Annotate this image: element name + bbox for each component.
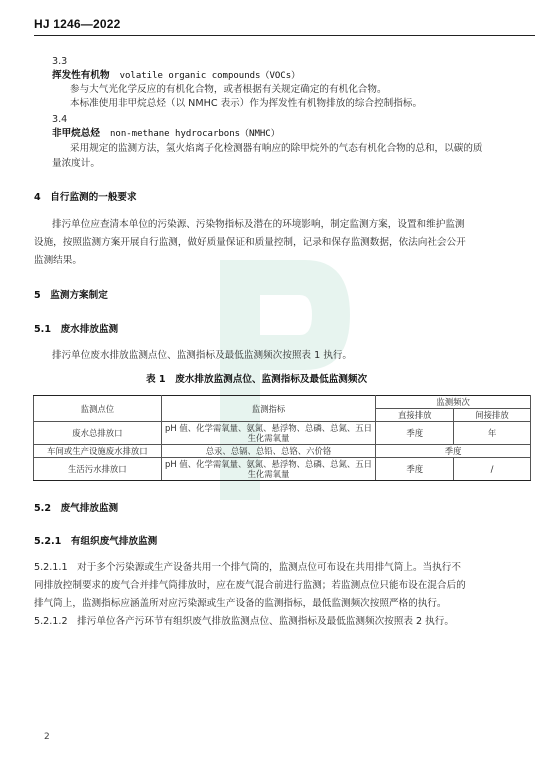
clause-5-2-1-2-line1: 5.2.1.2 排污单位各产污环节有组织废气排放监测点位、监测指标及最低监测频次按照表 2 执行。 xyxy=(34,616,454,627)
standard-code: HJ 1246—2022 xyxy=(34,17,121,31)
table-1-caption: 表 1 废水排放监测点位、监测指标及最低监测频次 xyxy=(146,374,368,385)
header-direct-discharge: 直接排放 xyxy=(376,409,454,422)
clause-3-3-number: 3.3 xyxy=(52,56,68,67)
cell-point: 车间或生产设施废水排放口 xyxy=(34,445,162,458)
table-header-row xyxy=(34,396,531,409)
cell-indirect: 年 xyxy=(454,422,531,445)
section-4-line3: 监测结果。 xyxy=(34,255,82,266)
table-row xyxy=(34,458,531,481)
clause-3-4-term xyxy=(52,128,280,140)
term-en: volatile organic compounds（VOCs） xyxy=(119,71,301,81)
cell-frequency: 季度 xyxy=(376,445,531,458)
section-5-1-heading: 5.1 废水排放监测 xyxy=(34,324,119,335)
table-1 xyxy=(33,395,531,481)
cell-indirect: / xyxy=(454,458,531,481)
header-rule xyxy=(34,35,535,36)
cell-index-line2: 生化需氧量 xyxy=(247,469,290,479)
section-4-heading: 4 自行监测的一般要求 xyxy=(34,192,137,203)
table-row xyxy=(34,445,531,458)
cell-index-line2: 生化需氧量 xyxy=(247,433,290,443)
cell-point: 废水总排放口 xyxy=(34,422,162,445)
section-4-line2: 设施，按照监测方案开展自行监测，做好质量保证和质量控制，记录和保存监测数据，依法向社会公开 xyxy=(34,237,466,248)
clause-3-3-note: 本标准使用非甲烷总烃（以 NMHC 表示）作为挥发性有机物排放的综合控制指标。 xyxy=(70,98,423,109)
cell-point: 生活污水排放口 xyxy=(34,458,162,481)
section-5-2-1-heading: 5.2.1 有组织废气排放监测 xyxy=(34,536,158,547)
clause-3-3-definition: 参与大气光化学反应的有机化合物，或者根据有关规定确定的有机化合物。 xyxy=(70,84,387,95)
cell-index-line1: pH 值、化学需氧量、氨氮、悬浮物、总磷、总氮、五日 xyxy=(165,459,372,469)
term-cn: 挥发性有机物 xyxy=(52,70,110,81)
term-cn: 非甲烷总烃 xyxy=(52,128,100,139)
clause-3-3-term xyxy=(52,70,300,82)
clause-5-2-1-1-line3: 排气筒上，监测指标应涵盖所对应污染源或生产设备的监测指标，最低监测频次按照严格的执行。 xyxy=(34,598,447,609)
cell-direct: 季度 xyxy=(376,422,454,445)
cell-index xyxy=(161,422,376,445)
section-4-line1: 排污单位应查清本单位的污染源、污染物指标及潜在的环境影响，制定监测方案，设置和维护监测 xyxy=(52,219,465,230)
cell-index xyxy=(161,458,376,481)
cell-direct: 季度 xyxy=(376,458,454,481)
header-monitoring-point: 监测点位 xyxy=(34,396,162,422)
section-5-heading: 5 监测方案制定 xyxy=(34,290,108,301)
clause-3-4-number: 3.4 xyxy=(52,114,68,125)
term-en: non-methane hydrocarbons（NMHC） xyxy=(110,129,280,139)
cell-index: 总汞、总镉、总铅、总铬、六价铬 xyxy=(161,445,376,458)
header-monitoring-frequency: 监测频次 xyxy=(376,396,531,409)
section-5-2-heading: 5.2 废气排放监测 xyxy=(34,503,119,514)
table-row xyxy=(34,422,531,445)
clause-5-2-1-1-line2: 同排放控制要求的废气合并排气筒排放时，应在废气混合前进行监测；若监测点位只能布设在混合后的 xyxy=(34,580,466,591)
page-number: 2 xyxy=(44,732,50,742)
header-monitoring-index: 监测指标 xyxy=(161,396,376,422)
section-5-1-text: 排污单位废水排放监测点位、监测指标及最低监测频次按照表 1 执行。 xyxy=(52,350,353,361)
clause-3-4-definition-line1: 采用规定的监测方法，氢火焰离子化检测器有响应的除甲烷外的气态有机化合物的总和，以碳的质 xyxy=(70,143,483,154)
header-indirect-discharge: 间接排放 xyxy=(454,409,531,422)
clause-5-2-1-1-line1: 5.2.1.1 对于多个污染源或生产设备共用一个排气筒的，监测点位可布设在共用排气筒上。当执行不 xyxy=(34,562,461,573)
cell-index-line1: pH 值、化学需氧量、氨氮、悬浮物、总磷、总氮、五日 xyxy=(165,423,372,433)
clause-3-4-definition-line2: 量浓度计。 xyxy=(52,158,100,169)
